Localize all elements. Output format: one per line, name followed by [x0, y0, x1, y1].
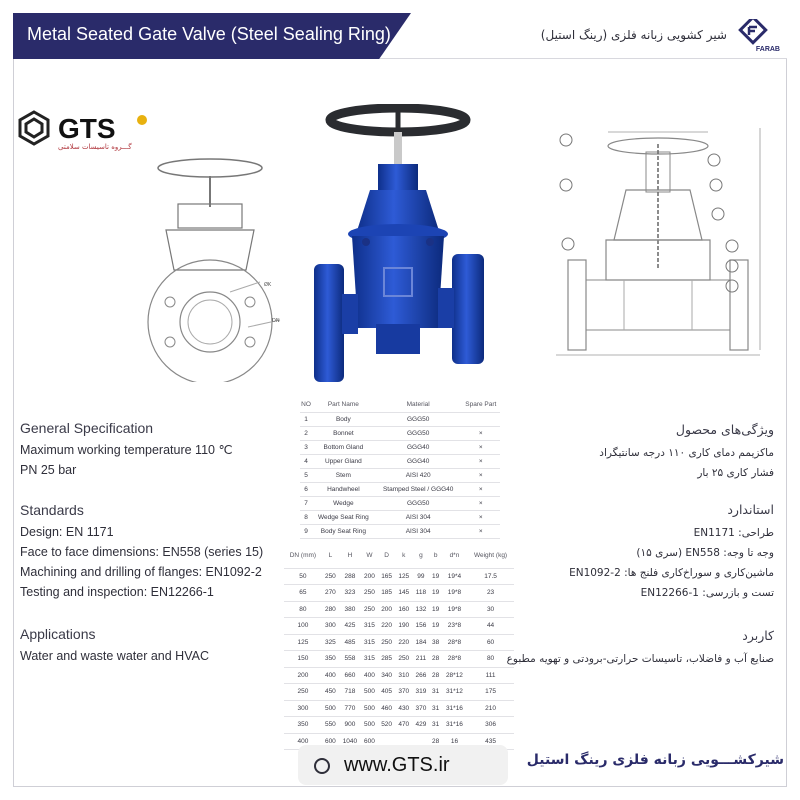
dims-cell: 288	[339, 568, 361, 585]
parts-cell: ×	[462, 468, 500, 482]
dims-cell: 200	[378, 601, 395, 618]
dims-cell: 270	[322, 585, 339, 602]
dims-table-body	[284, 568, 514, 750]
dims-cell: 132	[412, 601, 429, 618]
dims-cell: 250	[395, 651, 412, 668]
parts-cell: ×	[462, 524, 500, 538]
dims-cell: 31	[429, 717, 441, 734]
dims-cell: 210	[467, 700, 514, 717]
dims-cell: 600	[322, 733, 339, 750]
dims-cell: 250	[361, 601, 378, 618]
general-spec-fa-section	[599, 422, 774, 483]
dims-cell: 250	[284, 684, 322, 701]
dims-cell: 718	[339, 684, 361, 701]
dims-header-cell: W	[361, 544, 378, 568]
dims-cell: 31*12	[442, 684, 467, 701]
valve-section-drawing	[546, 120, 772, 370]
parts-cell: AISI 304	[375, 510, 462, 524]
parts-cell: 3	[300, 440, 312, 454]
dims-header-cell: L	[322, 544, 339, 568]
parts-cell: Handwheel	[312, 482, 375, 496]
parts-row	[300, 496, 500, 510]
dims-cell: 250	[361, 585, 378, 602]
dims-cell: 185	[378, 585, 395, 602]
dims-cell: 111	[467, 667, 514, 684]
dims-cell: 500	[361, 700, 378, 717]
header-bar	[13, 13, 787, 59]
dims-cell: 80	[467, 651, 514, 668]
dims-cell: 150	[284, 651, 322, 668]
dims-cell: 31*16	[442, 700, 467, 717]
dims-cell: 405	[378, 684, 395, 701]
dims-row	[284, 634, 514, 651]
dims-row	[284, 717, 514, 734]
dims-cell: 429	[412, 717, 429, 734]
parts-cell: Wedge Seat Ring	[312, 510, 375, 524]
dims-cell: 220	[378, 618, 395, 635]
dims-cell: 19	[429, 601, 441, 618]
dims-cell: 60	[467, 634, 514, 651]
website-url[interactable]: www.GTS.ir	[344, 754, 450, 776]
dims-cell: 28*8	[442, 634, 467, 651]
parts-cell: Body	[312, 412, 375, 426]
dims-cell: 500	[361, 717, 378, 734]
dims-row	[284, 684, 514, 701]
dims-cell: 450	[322, 684, 339, 701]
dimensions-table	[284, 544, 514, 750]
dims-cell: 370	[412, 700, 429, 717]
parts-header-cell: Spare Part	[462, 398, 500, 412]
dims-header-cell: Weight (kg)	[467, 544, 514, 568]
parts-cell: Bottom Gland	[312, 440, 375, 454]
dims-cell: 175	[467, 684, 514, 701]
dims-cell: 1040	[339, 733, 361, 750]
valve-front-drawing	[130, 152, 290, 382]
dims-cell: 500	[322, 700, 339, 717]
dims-row	[284, 568, 514, 585]
dims-cell: 435	[467, 733, 514, 750]
page-title: Metal Seated Gate Valve (Steel Sealing Ring)	[27, 24, 391, 44]
standards-title: Standards	[20, 502, 84, 518]
dims-cell: 770	[339, 700, 361, 717]
dims-cell: 280	[322, 601, 339, 618]
dims-cell: 23*8	[442, 618, 467, 635]
dims-cell: 315	[361, 651, 378, 668]
parts-row	[300, 440, 500, 454]
dims-cell: 190	[395, 618, 412, 635]
dims-header-cell: k	[395, 544, 412, 568]
dims-cell: 485	[339, 634, 361, 651]
dims-cell: 160	[395, 601, 412, 618]
spec-fa-line: ماکزیمم دمای کاری ۱۱۰ درجه سانتیگراد	[599, 447, 774, 459]
dims-row	[284, 700, 514, 717]
parts-cell: GGG50	[375, 426, 462, 440]
dims-cell: 400	[284, 733, 322, 750]
parts-cell: AISI 304	[375, 524, 462, 538]
parts-header-cell: Material	[375, 398, 462, 412]
dims-cell: 430	[395, 700, 412, 717]
parts-cell: GGG50	[375, 496, 462, 510]
parts-cell: Bonnet	[312, 426, 375, 440]
dims-cell: 19*8	[442, 585, 467, 602]
dims-header-cell: D	[378, 544, 395, 568]
dims-cell: 28	[429, 667, 441, 684]
gts-subtitle: گـــروه تاسیسات سلامتی	[58, 143, 132, 151]
dims-cell: 165	[378, 568, 395, 585]
dims-cell: 23	[467, 585, 514, 602]
globe-icon	[314, 758, 330, 774]
dims-row	[284, 585, 514, 602]
parts-cell: Wedge	[312, 496, 375, 510]
application-line: Water and waste water and HVAC	[20, 649, 209, 663]
dims-row	[284, 618, 514, 635]
dims-header-cell: d*n	[442, 544, 467, 568]
standards-section	[20, 502, 263, 602]
dims-row	[284, 601, 514, 618]
dims-cell: 325	[322, 634, 339, 651]
dims-cell: 266	[412, 667, 429, 684]
dims-cell: 125	[284, 634, 322, 651]
parts-cell: ×	[462, 440, 500, 454]
dims-cell: 900	[339, 717, 361, 734]
dims-cell: 310	[395, 667, 412, 684]
parts-cell: ×	[462, 496, 500, 510]
parts-cell: ×	[462, 510, 500, 524]
parts-header-cell: NO	[300, 398, 312, 412]
dims-header-cell: g	[412, 544, 429, 568]
dims-cell: 220	[395, 634, 412, 651]
dims-cell: 323	[339, 585, 361, 602]
dims-row	[284, 651, 514, 668]
parts-cell: 8	[300, 510, 312, 524]
page-title-fa: شیر کشویی زبانه فلزی (رینگ استیل)	[540, 28, 727, 42]
dims-cell: 460	[378, 700, 395, 717]
parts-cell: 1	[300, 412, 312, 426]
dims-cell: 300	[322, 618, 339, 635]
standard-line: Face to face dimensions: EN558 (series 15)	[20, 545, 264, 559]
dims-cell: 16	[442, 733, 467, 750]
dims-cell: 300	[284, 700, 322, 717]
parts-cell: 7	[300, 496, 312, 510]
applications-section	[20, 626, 209, 666]
parts-row	[300, 510, 500, 524]
dims-cell: 319	[412, 684, 429, 701]
parts-row	[300, 426, 500, 440]
parts-cell: 5	[300, 468, 312, 482]
dims-cell: 19	[429, 618, 441, 635]
dims-cell: 600	[361, 733, 378, 750]
applications-title: Applications	[20, 626, 96, 642]
applications-fa-section	[507, 628, 774, 669]
dims-cell: 200	[361, 568, 378, 585]
dims-cell: 200	[284, 667, 322, 684]
dims-cell: 350	[322, 651, 339, 668]
dims-cell: 285	[378, 651, 395, 668]
parts-cell: Stem	[312, 468, 375, 482]
dims-cell: 125	[395, 568, 412, 585]
parts-cell: Stamped Steel / GGG40	[375, 482, 462, 496]
parts-cell: Body Seat Ring	[312, 524, 375, 538]
parts-cell: ×	[462, 482, 500, 496]
dims-cell: 520	[378, 717, 395, 734]
dims-cell: 400	[322, 667, 339, 684]
parts-table-body	[300, 412, 500, 538]
dims-cell: 350	[284, 717, 322, 734]
parts-cell: ×	[462, 426, 500, 440]
footer-title-fa: شیرکشـــویی زبانه فلزی رینگ استیل	[526, 752, 784, 768]
dims-cell: 30	[467, 601, 514, 618]
standard-line: Design: EN 1171	[20, 525, 114, 539]
dims-cell: 100	[284, 618, 322, 635]
standard-fa-line: طراحی: EN1171	[693, 527, 774, 539]
dims-header-cell: b	[429, 544, 441, 568]
general-spec-section	[20, 420, 233, 480]
dims-cell: 80	[284, 601, 322, 618]
dims-cell: 50	[284, 568, 322, 585]
parts-cell: GGG40	[375, 454, 462, 468]
parts-cell: GGG50	[375, 412, 462, 426]
standard-fa-line: تست و بازرسی: EN12266-1	[640, 587, 774, 599]
parts-cell	[462, 412, 500, 426]
dims-cell: 211	[412, 651, 429, 668]
dims-header-row	[284, 544, 514, 568]
parts-row	[300, 412, 500, 426]
dims-cell: 156	[412, 618, 429, 635]
general-spec-fa-title: ویژگی‌های محصول	[675, 422, 774, 437]
standards-fa-section	[569, 502, 774, 603]
standard-line: Machining and drilling of flanges: EN1092-2	[20, 565, 262, 579]
dims-cell: 28	[429, 651, 441, 668]
standard-fa-line: وجه تا وجه: EN558 (سری ۱۵)	[636, 547, 774, 559]
parts-cell: 9	[300, 524, 312, 538]
parts-cell: GGG40	[375, 440, 462, 454]
dims-cell: 558	[339, 651, 361, 668]
dims-cell: 19	[429, 585, 441, 602]
dims-cell: 370	[395, 684, 412, 701]
dims-cell: 550	[322, 717, 339, 734]
application-fa-line: صنایع آب و فاضلاب، تاسیسات حرارتی-برودتی و تهویه مطبوع	[506, 653, 774, 665]
dims-cell: 184	[412, 634, 429, 651]
parts-header-row	[300, 398, 500, 412]
parts-cell: AISI 420	[375, 468, 462, 482]
dims-cell: 31	[429, 684, 441, 701]
parts-row	[300, 524, 500, 538]
spec-fa-line: فشار کاری ۲۵ بار	[697, 467, 774, 479]
dims-header-cell: DN (mm)	[284, 544, 322, 568]
dims-cell: 660	[339, 667, 361, 684]
dims-cell: 65	[284, 585, 322, 602]
parts-cell: Upper Gland	[312, 454, 375, 468]
valve-product-photo	[306, 104, 490, 386]
dims-cell: 250	[378, 634, 395, 651]
dims-cell: 31	[429, 700, 441, 717]
dims-cell: 28*8	[442, 651, 467, 668]
website-box[interactable]	[298, 745, 508, 785]
dims-cell: 380	[339, 601, 361, 618]
parts-cell: 4	[300, 454, 312, 468]
standard-line: Testing and inspection: EN12266-1	[20, 585, 214, 599]
parts-cell: 6	[300, 482, 312, 496]
parts-row	[300, 468, 500, 482]
dims-cell: 500	[361, 684, 378, 701]
applications-fa-title: کاربرد	[742, 628, 774, 643]
dims-cell: 28*12	[442, 667, 467, 684]
parts-header-cell: Part Name	[312, 398, 375, 412]
dims-cell: 315	[361, 634, 378, 651]
dims-cell: 340	[378, 667, 395, 684]
dims-cell: 470	[395, 717, 412, 734]
dims-cell: 19*4	[442, 568, 467, 585]
dims-cell: 250	[322, 568, 339, 585]
dims-cell: 118	[412, 585, 429, 602]
drawing-label-dk: ØK	[264, 282, 272, 288]
dims-cell: 19	[429, 568, 441, 585]
dims-cell: 99	[412, 568, 429, 585]
standard-fa-line: ماشین‌کاری و سوراخ‌کاری فلنج ها: EN1092-2	[569, 567, 774, 579]
dims-cell: 425	[339, 618, 361, 635]
dims-cell: 17.5	[467, 568, 514, 585]
dims-cell: 315	[361, 618, 378, 635]
dims-cell: 400	[361, 667, 378, 684]
parts-table	[300, 398, 500, 539]
parts-row	[300, 454, 500, 468]
dims-cell: 31*16	[442, 717, 467, 734]
dims-cell: 306	[467, 717, 514, 734]
dims-cell: 145	[395, 585, 412, 602]
standards-fa-title: استاندارد	[727, 502, 774, 517]
parts-row	[300, 482, 500, 496]
dims-header-cell: H	[339, 544, 361, 568]
spec-line: Maximum working temperature 110 ℃	[20, 443, 233, 457]
dims-cell: 44	[467, 618, 514, 635]
dims-cell: 28	[429, 733, 441, 750]
parts-cell: 2	[300, 426, 312, 440]
dims-cell: 19*8	[442, 601, 467, 618]
svg-text:GTS: GTS	[58, 113, 116, 144]
parts-cell: ×	[462, 454, 500, 468]
dims-cell: 38	[429, 634, 441, 651]
dims-row	[284, 667, 514, 684]
drawing-label-dn: DN	[272, 318, 280, 324]
brand-name: FARAB	[755, 46, 780, 53]
spec-line: PN 25 bar	[20, 463, 77, 477]
general-spec-title: General Specification	[20, 420, 154, 436]
